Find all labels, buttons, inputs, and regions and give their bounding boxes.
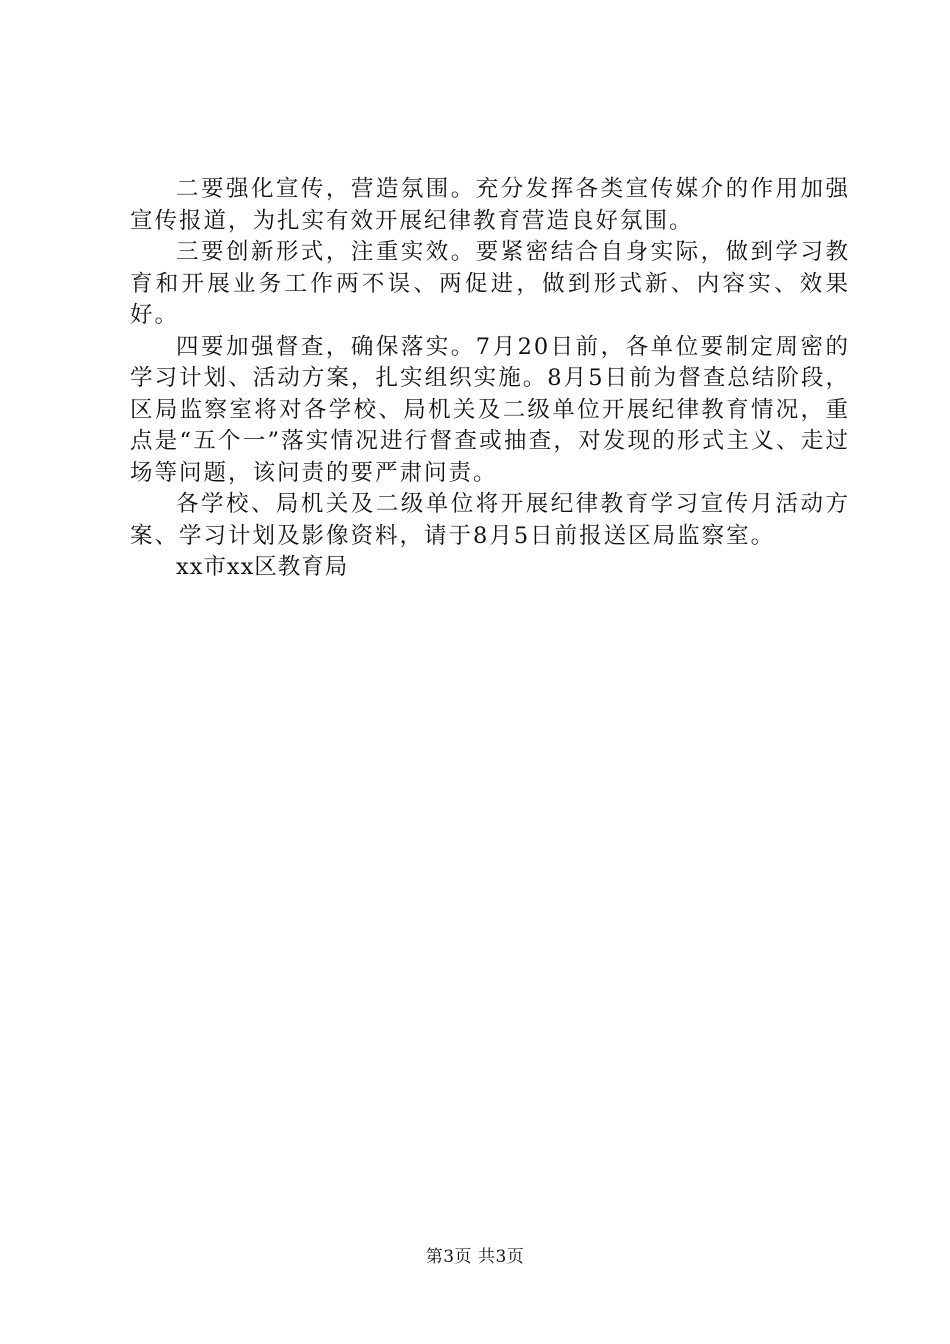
signature-issuer: xx市xx区教育局 xyxy=(176,554,349,580)
document-body xyxy=(130,174,850,584)
paragraph-submission: 各学校、局机关及二级单位将开展纪律教育学习宣传月活动方案、学习计划及影像资料，请于8月5日前报送区局监察室。 xyxy=(130,491,850,549)
paragraph-supervision: 四要加强督查，确保落实。7月20日前，各单位要制定周密的学习计划、活动方案，扎实组织实施。8月5日前为督查总结阶段，区局监察室将对各学校、局机关及二级单位开展纪律教育情况，重点是“五个一”落实情况进行督查或抽查，对发现的形式主义、走过场等问题，该问责的要严肃问责。 xyxy=(130,333,850,486)
paragraph-innovation: 三要创新形式，注重实效。要紧密结合自身实际，做到学习教育和开展业务工作两不误、两促进，做到形式新、内容实、效果好。 xyxy=(130,239,850,328)
page-footer: 第3页 共3页 xyxy=(425,1247,525,1267)
paragraph-publicity: 二要强化宣传，营造氛围。充分发挥各类宣传媒介的作用加强宣传报道，为扎实有效开展纪律教育营造良好氛围。 xyxy=(130,176,850,234)
